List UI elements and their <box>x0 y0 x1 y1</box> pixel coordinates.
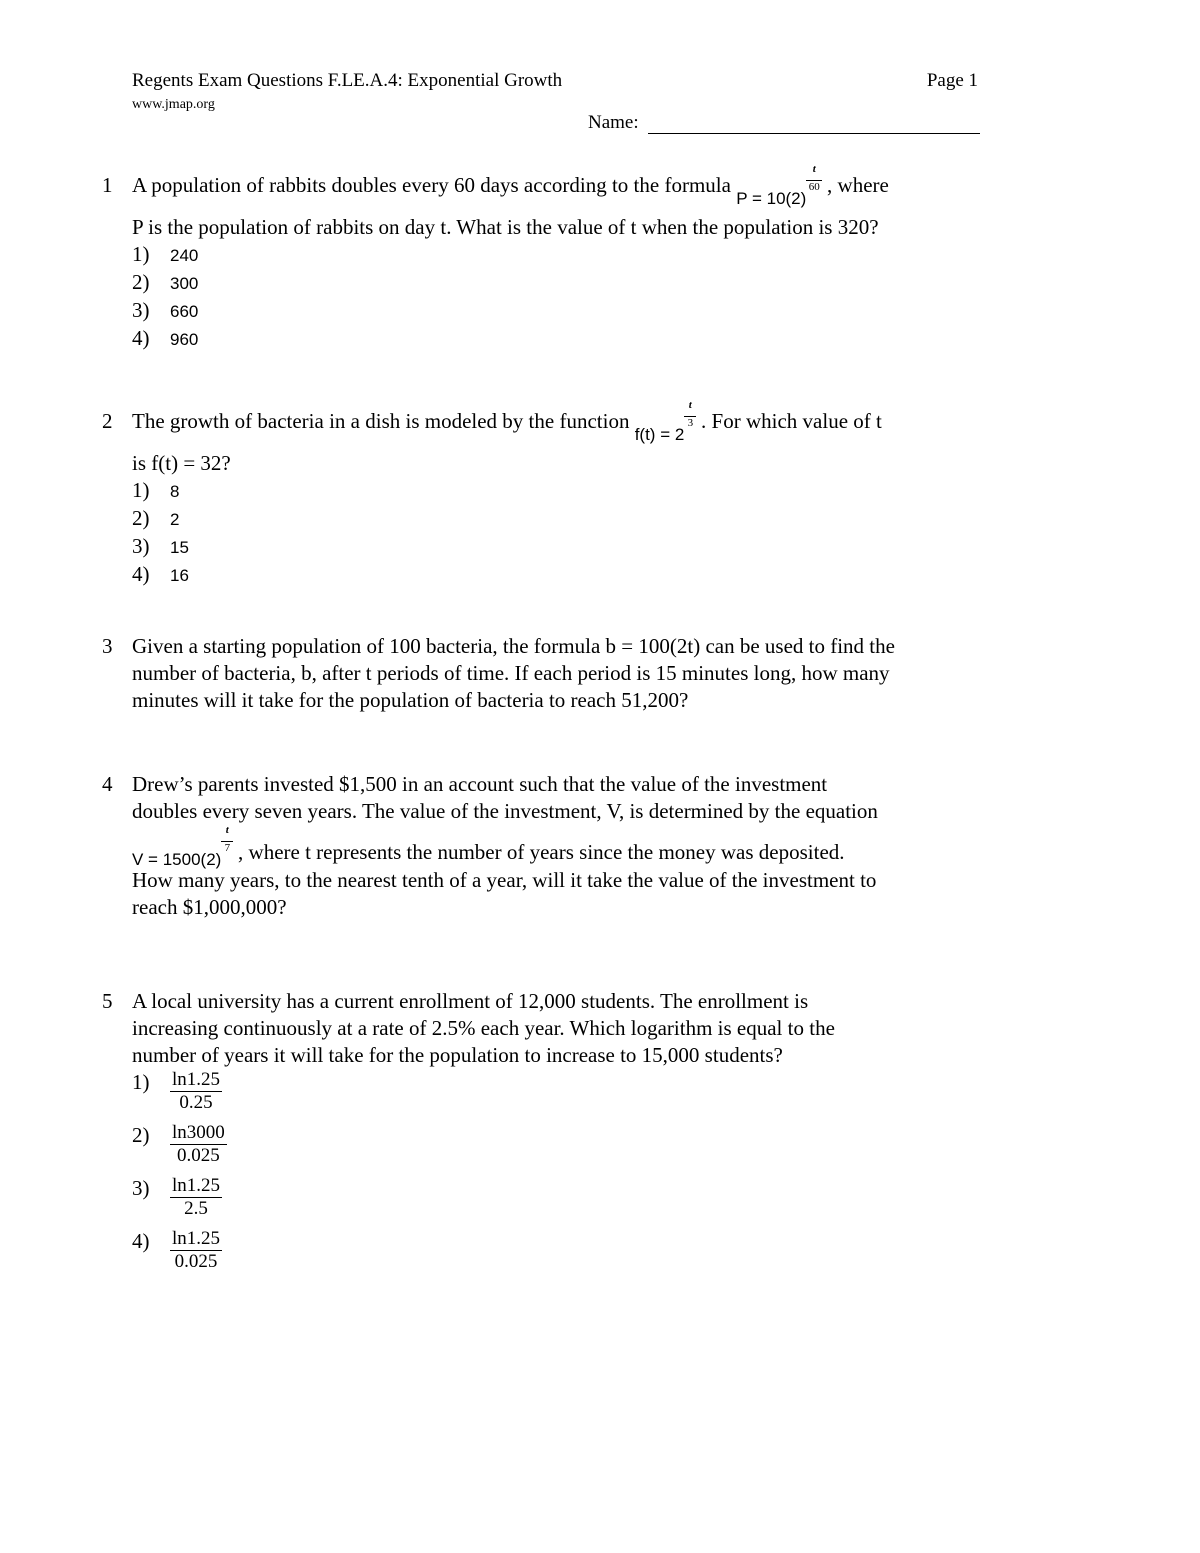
question-text-line-2: increasing continuously at a rate of 2.5% each year. Which logarithm is equal to the <box>132 1016 835 1040</box>
question-number: 2 <box>102 409 113 433</box>
answer-choices <box>132 477 1002 589</box>
answer-choice[interactable]: 4) 16 <box>132 562 189 586</box>
answer-choice[interactable]: 1) 240 <box>132 242 199 266</box>
page-number: Page 1 <box>926 70 978 91</box>
answer-choice[interactable]: 2) 2 <box>132 506 180 530</box>
question-text: Given a starting population of 100 bacteria, the formula b = 100(2t) can be used to find the <box>132 634 895 658</box>
answer-choice[interactable]: 3) 660 <box>132 298 199 322</box>
question-text: The growth of bacteria in a dish is modeled by the function $_{f(t) = 2 \frac{t}{3}}$ . For which value of t <box>132 399 882 444</box>
answer-choice[interactable]: 4) $\frac{\ln 1.25}{0.025}$ <box>132 1228 221 1272</box>
formula: f(t) = 2 t 3 <box>635 425 701 444</box>
formula: P = 10(2) t 60 <box>736 189 827 208</box>
question-number: 5 <box>102 989 113 1013</box>
exponent-fraction: $\frac{t}{60}$ <box>806 194 822 204</box>
answer-choice[interactable]: 2) $\frac{\ln 3000}{0.025}$ <box>132 1122 225 1166</box>
question-number: 4 <box>102 772 113 796</box>
question-text-line-3: minutes will it take for the population of bacteria to reach 51,200? <box>132 688 689 712</box>
answer-choice[interactable]: 1) $\frac{\ln 1.25}{0.25}$ <box>132 1069 221 1113</box>
exponent-fraction: $\frac{t}{7}$ <box>221 855 233 865</box>
question-text-line-2: number of bacteria, b, after t periods of time. If each period is 15 minutes long, how many <box>132 661 890 685</box>
worksheet-title: Regents Exam Questions F.LE.A.4: Exponential Growth <box>132 70 563 91</box>
question-text-line-3: number of years it will take for the population to increase to 15,000 students? <box>132 1043 783 1067</box>
answer-choice[interactable]: 1) 8 <box>132 478 180 502</box>
answer-choice[interactable]: 2) 300 <box>132 270 199 294</box>
question-text-line-2: doubles every seven years. The value of the investment, V, is determined by the equation <box>132 799 878 823</box>
fraction: $\frac{\ln 3000}{0.025}$ <box>172 1122 225 1166</box>
question-text-line-2: is f(t) = 32? <box>132 451 231 475</box>
name-label: Name: <box>588 112 639 133</box>
question-text: A population of rabbits doubles every 60 days according to the formula $_{P = 10(2) \frac{t}{60}}$ , where <box>132 163 889 208</box>
question-text-line-4: How many years, to the nearest tenth of a year, will it take the value of the investment to <box>132 868 877 892</box>
question-text: Drew’s parents invested $1,500 in an account such that the value of the investment <box>132 772 828 796</box>
name-blank-line <box>648 133 980 134</box>
answer-choices <box>132 1069 1002 1281</box>
question-text: A local university has a current enrollment of 12,000 students. The enrollment is <box>132 989 809 1013</box>
fraction: $\frac{\ln 1.25}{2.5}$ <box>172 1175 221 1219</box>
question-text-line-3: $_{V = 1500(2) \frac{t}{7}}$ , where t represents the number of years since the money was deposited. <box>132 824 845 869</box>
answer-choices <box>132 241 1002 353</box>
question-text-line-2: P is the population of rabbits on day t. What is the value of t when the population is 320? <box>132 215 879 239</box>
question-number: 3 <box>102 634 113 658</box>
answer-choice[interactable]: 3) 15 <box>132 534 189 558</box>
fraction: $\frac{\ln 1.25}{0.25}$ <box>172 1069 221 1113</box>
answer-choice[interactable]: 4) 960 <box>132 326 199 350</box>
formula: V = 1500(2) t 7 <box>132 850 238 869</box>
fraction: $\frac{\ln 1.25}{0.025}$ <box>172 1228 221 1272</box>
exponent-fraction: $\frac{t}{3}$ <box>684 430 696 440</box>
website-link[interactable]: www.jmap.org <box>132 97 215 112</box>
answer-choice[interactable]: 3) $\frac{\ln 1.25}{2.5}$ <box>132 1175 221 1219</box>
question-number: 1 <box>102 173 113 197</box>
question-text-line-5: reach $1,000,000? <box>132 895 287 919</box>
